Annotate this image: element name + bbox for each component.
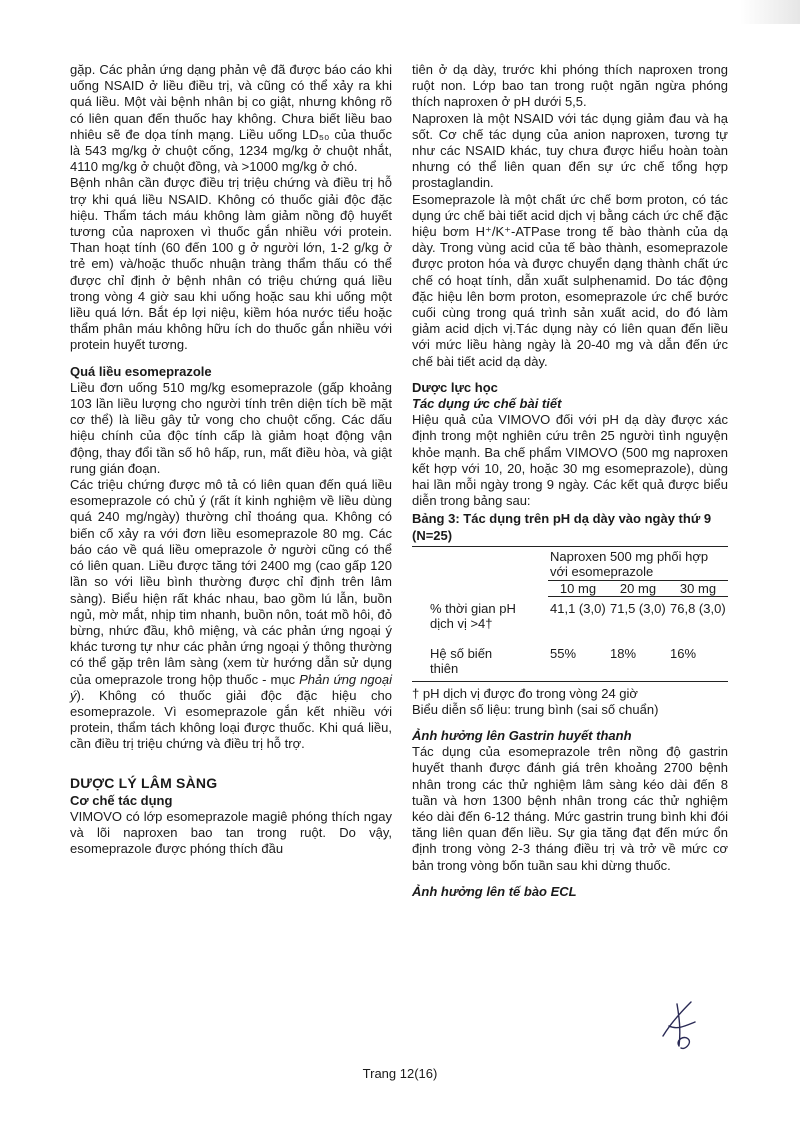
table-cell: 76,8 (3,0) (670, 601, 726, 617)
table-cell: 55% (548, 632, 608, 682)
gastric-ph-table (412, 546, 728, 682)
table-dose-header: 20 mg (608, 580, 668, 597)
page-number: Trang 12(16) (362, 1066, 438, 1081)
left-column (70, 62, 392, 858)
table-row (412, 597, 728, 632)
mechanism-heading: Cơ chế tác dụng (70, 792, 173, 808)
esomeprazole-mechanism-paragraph: Esomeprazole là một chất ức chế bơm proton, có tác dụng ức chế bài tiết acid dịch vị bằng cách ức chế đặc hiệu bơm H⁺/K⁺-ATPase trong tế bào thành của dạ dày. Trong vùng acid của tế bào thành, esomeprazole được proton hóa và được chuyển dạng thành chất ức chế có hoạt tính, dẫn xuất sulphenamid. Do tác động đặc hiệu lên bơm proton, esomeprazole ức chế bước cuối cùng trong quá trình sản xuất acid, do đó làm giảm acid dịch vị.Tác dụng này có liên quan đến liều với mức liều hàng ngày là 20-40 mg và dẫn đến ức chế bài tiết acid dạ dày. (412, 191, 728, 369)
table-footnote-1: † pH dịch vị được đo trong vòng 24 giờ (412, 685, 638, 701)
gastric-ph-study-paragraph: Hiệu quả của VIMOVO đối với pH dạ dày được xác định trong một nghiên cứu trên 25 người tình nguyện khỏe mạnh. Ba chế phẩm VIMOVO (500 mg naproxen kết hợp với 10, 20, hoặc 30 mg esomeprazole), dùng hai lần mỗi ngày trong 9 ngày. Các kết quả được biểu diễn trong bảng sau: (412, 412, 728, 509)
table-cell: 18% (608, 632, 668, 682)
adverse-reactions-reference: Phản ứng ngoại ý (70, 671, 392, 703)
overdose-naproxen-paragraph-2: Bệnh nhân cần được điều trị triệu chứng và điều trị hỗ trợ khi quá liều NSAID. Không có thuốc giải độc đặc hiệu. Thẩm tách máu không làm giảm nồng độ huyết tương của naproxen vì thuốc gắn nhiều với protein. Than hoạt tính (60 đến 100 g ở người lớn, 1-2 g/kg ở trẻ em) và/hoặc thuốc nhuận tràng thẩm thấu có thể được chỉ định ở bệnh nhân có triệu chứng quá liều trong vòng 4 giờ sau khi uống hoặc sau khi uống một liều quá lớn. Bắt ép lợi niệu, kiềm hóa nước tiểu hoặc thẩm phân máu không hữu ích do thuốc gắn nhiều với protein huyết tương. (70, 175, 392, 353)
table-row (412, 632, 728, 682)
scan-corner-shadow (740, 0, 800, 24)
table-dose-row (412, 580, 728, 597)
mechanism-paragraph: VIMOVO có lớp esomeprazole magiê phóng thích ngay và lõi naproxen bao tan trong ruột. Do vậy, esomeprazole được phóng thích đầu (70, 808, 392, 857)
table-footnote-2: Biểu diễn số liệu: trung bình (sai số chuẩn) (412, 701, 659, 717)
table-group-header: Naproxen 500 mg phối hợp với esomeprazole (548, 546, 728, 580)
esomeprazole-overdose-paragraph-2: Các triệu chứng được mô tả có liên quan đến quá liều esomeprazole có chủ ý (rất ít kinh nghiệm về liều dùng quá 240 mg/ngày) thường chỉ thoáng qua. Không có biến cố xảy ra với đơn liều esomeprazole 80 mg. Các báo cáo về quá liều omeprazole ở người cũng có thể có liên quan. Liều được tăng tới 2400 mg (cao gấp 120 lần so với liều bình thường được chỉ định trên lâm sàng). Biểu hiện rất khác nhau, bao gồm lú lẫn, buồn ngủ, mờ mắt, nhịp tim nhanh, buồn nôn, toát mồ hôi, đỏ bừng, nhức đầu, khô miệng, và các phản ứng ngoại ý khác tương tự như các phản ứng ngoại ý thông thường có thể gặp trên lâm sàng (xem từ hướng dẫn sử dụng của omeprazole trong hộp thuốc - mục Phản ứng ngoại ý). Không có thuốc giải độc đặc hiệu cho esomeprazole. Vì esomeprazole gắn kết nhiều với protein, thẩm tách không loại được thuốc. Khi quá liều, cần điều trị triệu chứng và điều trị hỗ trợ. (70, 477, 392, 752)
gastrin-paragraph: Tác dụng của esomeprazole trên nồng độ gastrin huyết thanh được đánh giá trên khoảng 2700 bệnh nhân trong các thử nghiệm lâm sàng kéo dài đến 8 tuần và hơn 1300 bệnh nhân trong các thử nghiệm kéo dài đến 6-12 tháng. Mức gastrin trung bình khi đói tăng liên quan đến liều. Sự gia tăng đạt đến mức ổn định trong vòng 2-3 tháng điều trị và trở về mức cơ bản trong vòng bốn tuần sau khi dừng thuốc. (412, 744, 728, 873)
mechanism-continued-paragraph: tiên ở dạ dày, trước khi phóng thích naproxen trong ruột non. Lớp bao tan trong ruột ngăn ngừa phóng thích naproxen ở pH dưới 5,5. (412, 62, 728, 110)
table-row-label: % thời gian pH dịch vị >4† (430, 600, 516, 632)
table-dose-header: 10 mg (548, 580, 608, 597)
table-cell: 71,5 (3,0) (610, 601, 666, 617)
right-column (412, 62, 728, 900)
table-cell: 41,1 (3,0) (550, 601, 606, 617)
table-cell: 16% (668, 632, 728, 682)
pharmacodynamics-heading: Dược lực học (412, 379, 498, 395)
overdose-naproxen-paragraph-1: gặp. Các phản ứng dạng phản vệ đã được báo cáo khi uống NSAID ở liều điều trị, và cũng có thể xảy ra khi quá liều. Một vài bệnh nhân bị co giật, nhưng không rõ có liên quan đến thuốc hay không. Chưa biết liều bao nhiêu sẽ đe dọa tính mạng. Liều uống LD₅₀ của thuốc là 543 mg/kg ở chuột cống, 1234 mg/kg ở chuột nhắt, 4110 mg/kg ở chuột đồng, và >1000 mg/kg ở chó. (70, 62, 392, 175)
naproxen-mechanism-paragraph: Naproxen là một NSAID với tác dụng giảm đau và hạ sốt. Cơ chế tác dụng của anion naproxen, tương tự như các NSAID khác, tuy chưa được hiểu hoàn toàn nhưng có thể liên quan đến sự ức chế tổng hợp prostaglandin. (412, 110, 728, 191)
acid-suppression-heading: Tác dụng ức chế bài tiết (412, 396, 562, 412)
clinical-pharmacology-heading: DƯỢC LÝ LÂM SÀNG (70, 774, 218, 791)
table-group-header-row (412, 546, 728, 580)
esomeprazole-overdose-heading: Quá liều esomeprazole (70, 363, 212, 379)
esomeprazole-overdose-paragraph-1: Liều đơn uống 510 mg/kg esomeprazole (gấp khoảng 103 lần liều lượng cho người tính trên diện tích bề mặt cơ thể) là liều gây tử vong cho chuột cống. Các dấu hiệu chính của độc tính cấp là giảm hoạt động vận động, thay đổi tần số hô hấp, run, mất điều hòa, và giật rung gián đoạn. (70, 379, 392, 476)
gastrin-heading: Ảnh hưởng lên Gastrin huyết thanh (412, 727, 632, 743)
handwritten-signature (655, 996, 705, 1056)
table-row-label: Hệ số biến thiên (412, 632, 548, 682)
table-caption: Bảng 3: Tác dụng trên pH dạ dày vào ngày thứ 9 (N=25) (412, 511, 712, 543)
ecl-cells-heading: Ảnh hưởng lên tế bào ECL (412, 883, 577, 899)
table-dose-header: 30 mg (668, 580, 728, 597)
